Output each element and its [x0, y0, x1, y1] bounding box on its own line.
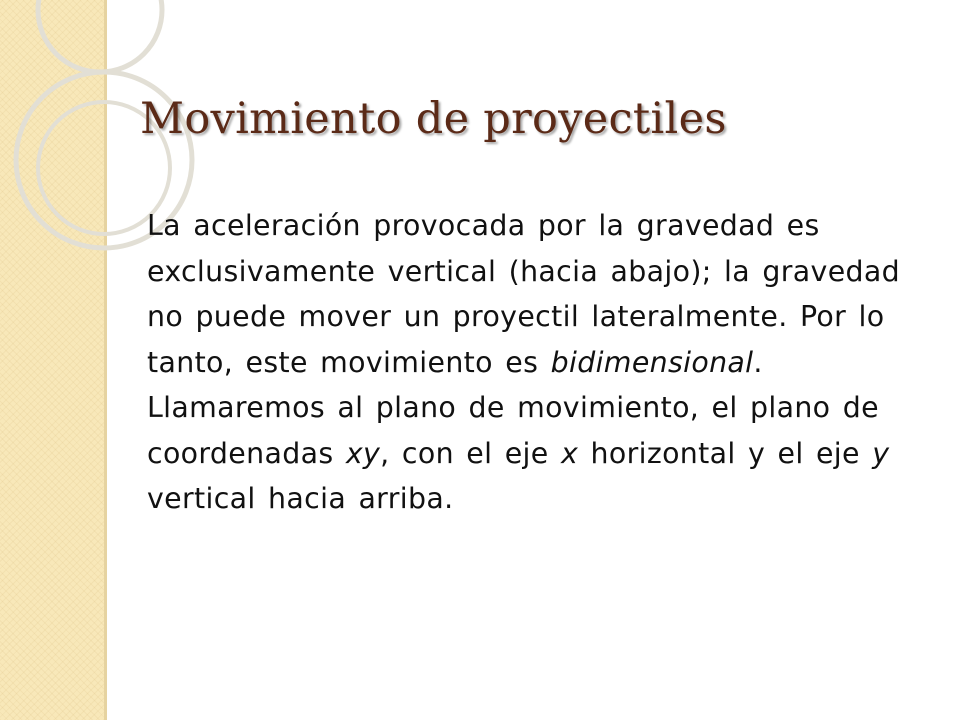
paragraph-emphasis-x: x — [560, 436, 579, 470]
paragraph-emphasis-bidimensional: bidimensional — [550, 345, 754, 379]
decorative-circle-top — [38, 0, 162, 72]
paragraph-emphasis-xy: xy — [345, 436, 381, 470]
paragraph-emphasis-y: y — [872, 436, 890, 470]
paragraph-text-5: vertical hacia arriba. — [147, 482, 454, 515]
slide-body-paragraph — [147, 203, 917, 522]
paragraph-text-2: . Llamaremos al plano de movimiento, el plano de coordenadas — [147, 345, 879, 470]
slide-title: Movimiento de proyectiles — [140, 94, 727, 144]
paragraph-text-1: La aceleración provocada por la gravedad es exclusivamente vertical (hacia abajo); la gravedad no puede mover un proyectil lateralmente. Por lo tanto, este movimiento es — [147, 209, 900, 379]
paragraph-text-4: horizontal y el eje — [578, 436, 873, 470]
paragraph-text-3: , con el eje — [380, 436, 561, 470]
